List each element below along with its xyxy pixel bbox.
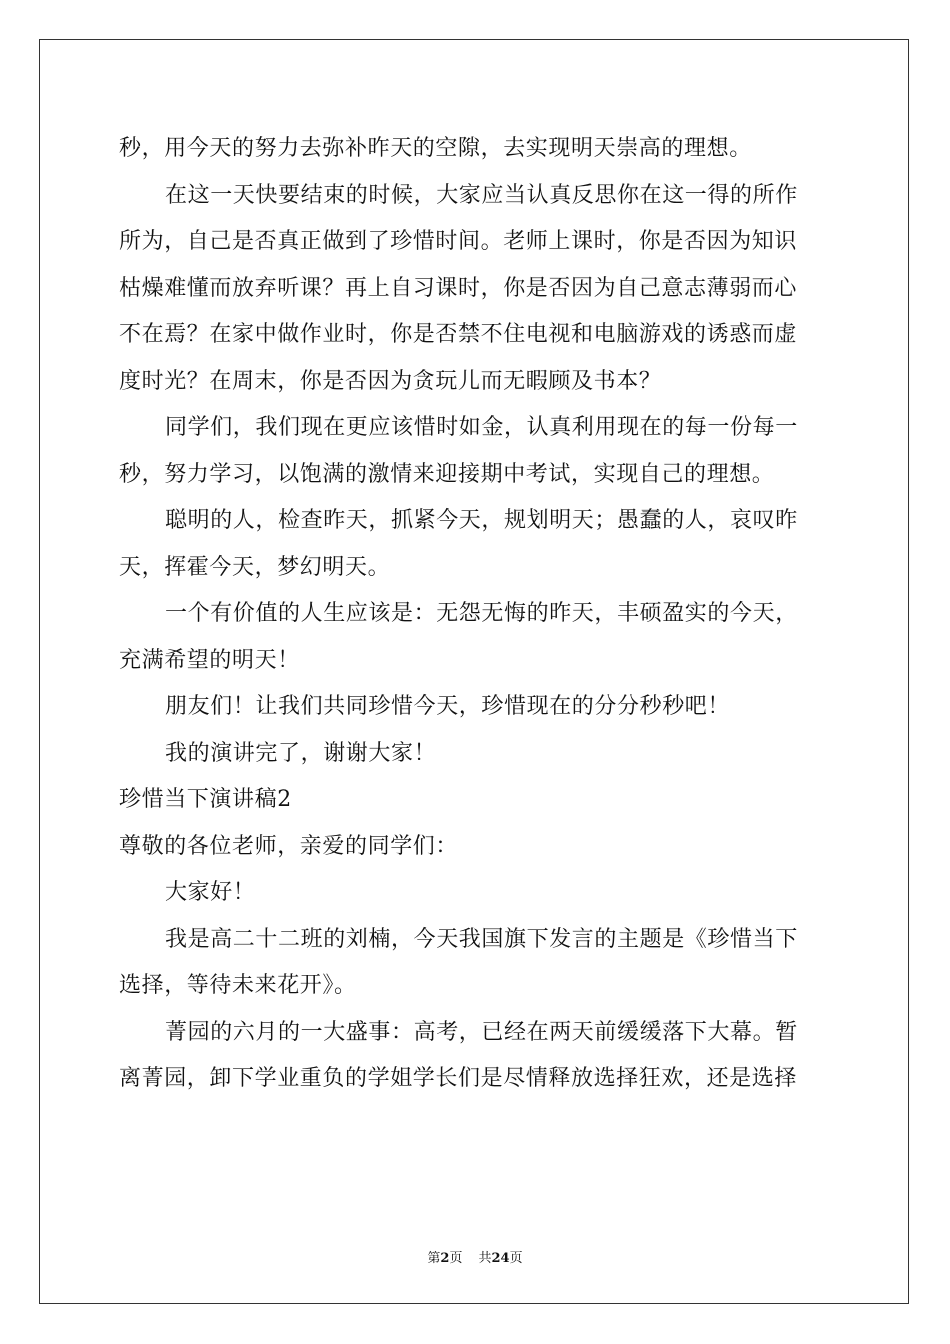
section-heading: 珍惜当下演讲稿2 [119,787,292,812]
text-line: 离菁园，卸下学业重负的学姐学长们是尽情释放选择狂欢，还是选择 [119,1066,798,1091]
page-number: 2 [440,1251,450,1266]
page-footer [0,1247,950,1266]
text-line: 度时光？在周末，你是否因为贪玩儿而无暇顾及书本？ [119,368,662,394]
text-line: 我是高二十二班的刘楠，今天我国旗下发言的主题是《珍惜当下 [165,926,798,952]
salutation: 尊敬的各位老师，亲爱的同学们： [119,833,459,859]
text-line: 不在焉？在家中做作业时，你是否禁不住电视和电脑游戏的诱惑而虚 [119,322,798,347]
text-line: 秒，用今天的努力去弥补昨天的空隙，去实现明天崇高的理想。 [119,136,752,161]
text-line: 大家好！ [165,880,256,905]
text-line: 一个有价值的人生应该是：无怨无悔的昨天，丰硕盈实的今天， [165,601,798,626]
total-suffix: 页 [509,1251,523,1266]
text-line: 秒，努力学习，以饱满的激情来迎接期中考试，实现自己的理想。 [119,461,775,487]
page-suffix: 页 [449,1251,463,1266]
text-line: 菁园的六月的一大盛事：高考，已经在两天前缓缓落下大幕。暂 [165,1019,798,1045]
text-line: 天，挥霍今天，梦幻明天。 [119,554,391,580]
text-line: 在这一天快要结束的时候，大家应当认真反思你在这一得的所作 [165,182,798,208]
total-pages: 24 [491,1251,510,1266]
total-prefix: 共 [478,1251,492,1266]
text-line: 我的演讲完了，谢谢大家！ [165,740,437,766]
text-line: 选择，等待未来花开》。 [119,973,357,998]
text-line: 枯燥难懂而放弃听课？再上自习课时，你是否因为自己意志薄弱而心 [119,275,798,301]
text-line: 所为，自己是否真正做到了珍惜时间。老师上课时，你是否因为知识 [119,229,798,254]
document-body [119,126,835,1103]
text-line: 聪明的人，检查昨天，抓紧今天，规划明天；愚蠢的人，哀叹昨 [165,508,798,533]
text-line: 同学们，我们现在更应该惜时如金，认真利用现在的每一份每一 [165,415,798,440]
text-line: 朋友们！让我们共同珍惜今天，珍惜现在的分分秒秒吧！ [165,694,731,719]
text-line: 充满希望的明天！ [119,647,300,673]
page-prefix: 第 [427,1251,441,1266]
